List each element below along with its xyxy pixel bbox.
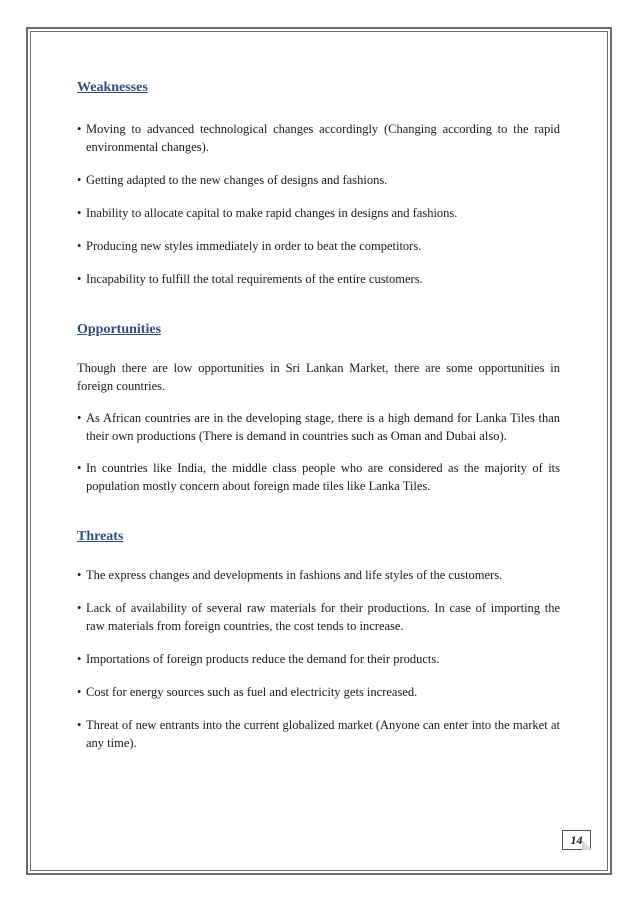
page-number: 14 [562, 830, 591, 850]
page-content [77, 76, 560, 752]
list-item: • Threat of new entrants into the current globalized market (Anyone can enter into the market at any time). [77, 716, 560, 752]
weaknesses-list [77, 120, 560, 288]
list-item: • Cost for energy sources such as fuel and electricity gets increased. [77, 683, 560, 701]
list-item: • Moving to advanced technological changes accordingly (Changing according to the rapid environmental changes). [77, 120, 560, 156]
opportunities-list [77, 409, 560, 495]
list-item: • In countries like India, the middle class people who are considered as the majority of its population mostly concern about foreign made tiles like Lanka Tiles. [77, 459, 560, 495]
list-item: • Incapability to fulfill the total requirements of the entire customers. [77, 270, 560, 288]
list-item: • As African countries are in the developing stage, there is a high demand for Lanka Tiles than their own productions (There is demand in countries such as Oman and Dubai also). [77, 409, 560, 445]
list-item: • The express changes and developments in fashions and life styles of the customers. [77, 566, 560, 584]
list-item: • Lack of availability of several raw materials for their productions. In case of importing the raw materials from foreign countries, the cost tends to increase. [77, 599, 560, 635]
list-item: • Getting adapted to the new changes of designs and fashions. [77, 171, 560, 189]
opportunities-heading: Opportunities [77, 322, 162, 337]
threats-list [77, 566, 560, 752]
list-item: • Producing new styles immediately in order to beat the competitors. [77, 237, 560, 255]
threats-heading: Threats [77, 529, 124, 544]
list-item: • Importations of foreign products reduce the demand for their products. [77, 650, 560, 668]
weaknesses-heading: Weaknesses [77, 80, 148, 95]
page-curl-decoration [582, 840, 592, 850]
opportunities-intro: Though there are low opportunities in Sri Lankan Market, there are some opportunities in foreign countries. [77, 361, 560, 393]
list-item: • Inability to allocate capital to make rapid changes in designs and fashions. [77, 204, 560, 222]
